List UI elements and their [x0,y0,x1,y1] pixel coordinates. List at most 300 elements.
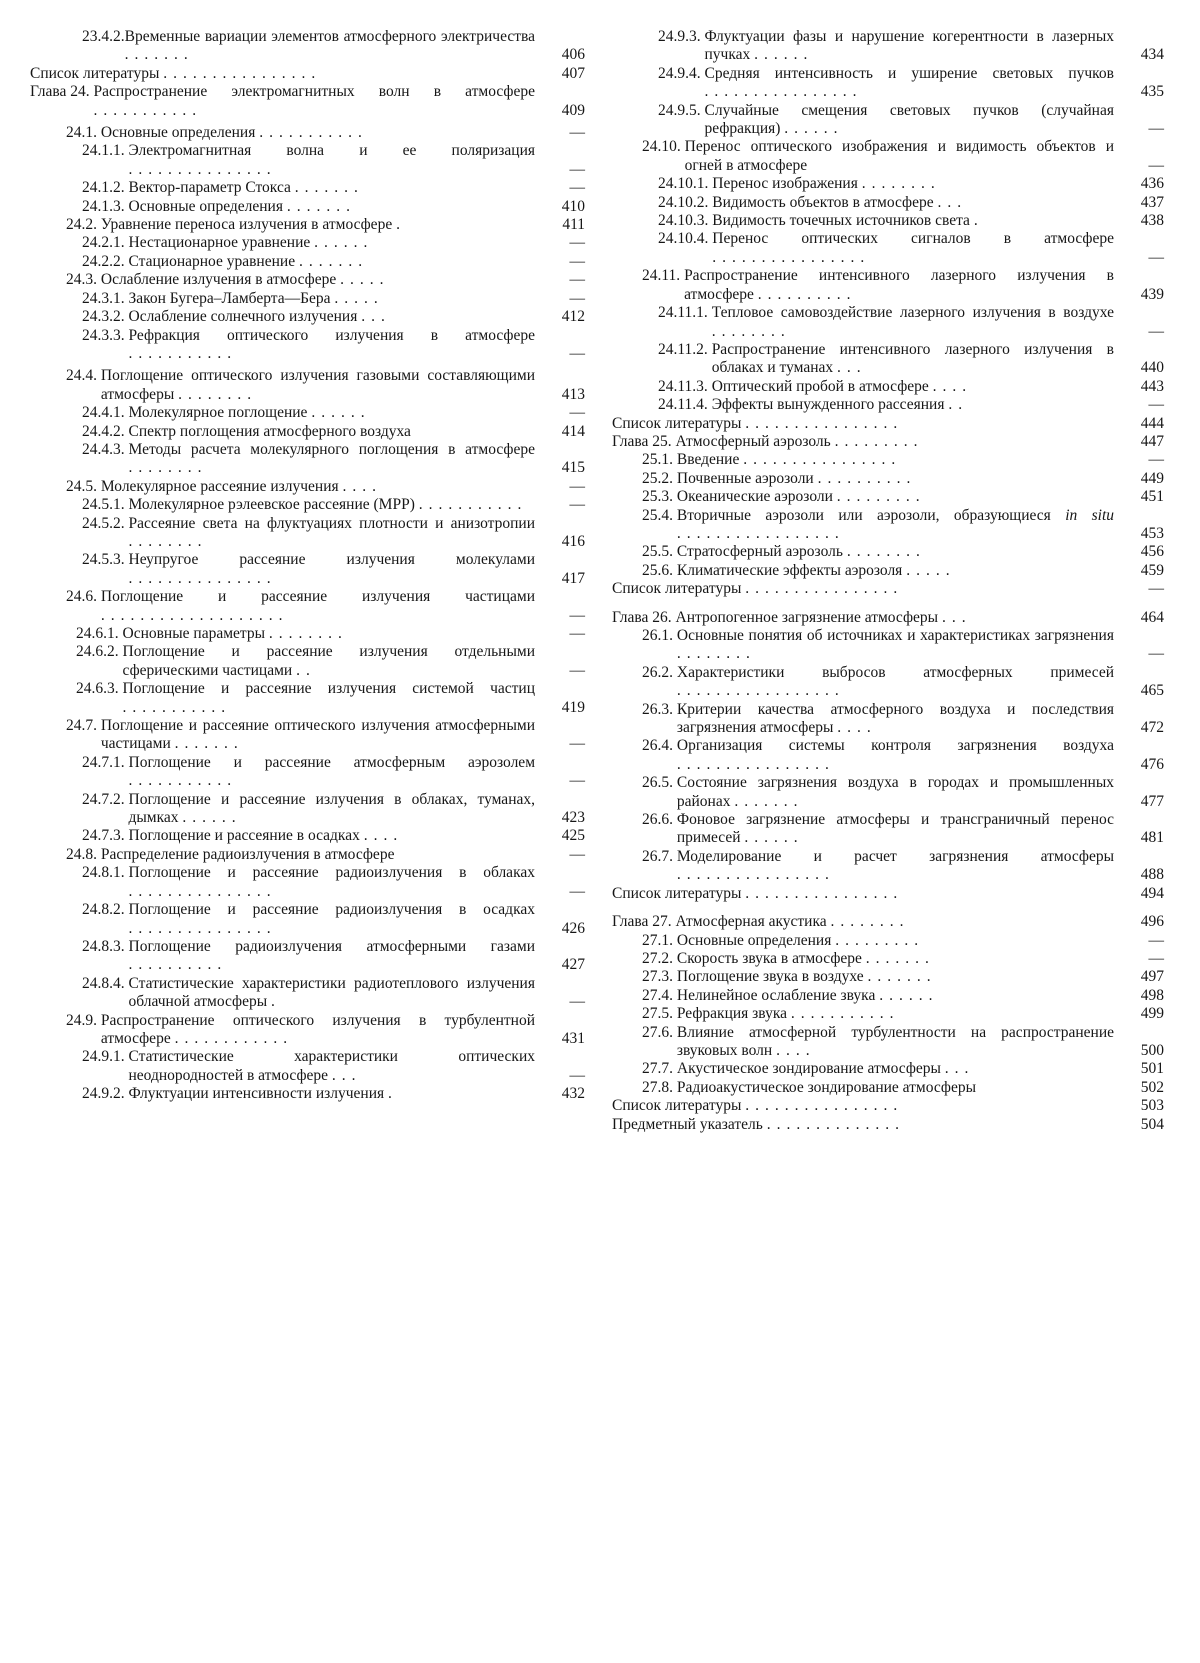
toc-entry-text [30,717,535,754]
toc-entry-title: Список литературы ................ [30,65,535,83]
toc-dot-leader: .... [933,378,973,396]
toc-entry-page: — [535,345,585,363]
toc-entry-title: Ослабление солнечного излучения ... [129,308,536,326]
toc-dot-leader: ........ [712,323,791,341]
toc-entry-text [612,415,1114,433]
toc-entry-title: Перенос оптических сигналов в атмосфере ................ [712,230,1114,267]
toc-entry-page: 434 [1114,46,1164,64]
toc-entry-page: — [1114,451,1164,469]
toc-entry-title: Оптический пробой в атмосфере .... [712,378,1114,396]
toc-entry [30,515,585,552]
toc-entry-number: 24.9.5. [658,102,705,139]
toc-dot-leader: ................ [745,1097,903,1115]
toc-entry-number: 27.7. [642,1060,677,1078]
toc-entry-text [612,230,1114,267]
toc-entry-page: — [535,253,585,271]
toc-entry-number: 24.7. [66,717,101,754]
toc-entry-text [30,588,535,625]
toc-entry-number: 24.2.1. [82,234,129,252]
toc-dot-leader: ................ [705,83,863,101]
toc-entry-page: 472 [1114,719,1164,737]
toc-dot-leader: ........... [259,124,368,142]
toc-entry [612,194,1164,212]
toc-dot-leader: . [388,1085,398,1103]
toc-entry-page: 415 [535,459,585,477]
toc-entry-number: 24.11.4. [658,396,712,414]
toc-entry-text [30,290,535,308]
toc-dot-leader: ................ [712,249,870,267]
toc-entry-number: 24.9.4. [658,65,705,102]
toc-entry-page: 407 [535,65,585,83]
toc-entry-text [612,950,1114,968]
toc-dot-leader: .... [343,478,383,496]
toc-entry-title: Стратосферный аэрозоль ........ [677,543,1114,561]
toc-entry-page: — [535,607,585,625]
toc-entry-number: 24.8.1. [82,864,129,901]
toc-entry-number: 24.10.4. [658,230,712,267]
toc-entry [30,478,585,496]
toc-dot-leader: ........... [129,772,238,790]
toc-entry-title: Климатические эффекты аэрозоля ..... [677,562,1114,580]
toc-entry-text [30,308,535,326]
toc-entry-title: Поглощение и рассеяние радиоизлучения в облаках ............... [129,864,536,901]
toc-entry-title: Влияние атмосферной турбулентности на распространение звуковых волн .... [677,1024,1114,1061]
toc-entry-text [612,609,1114,627]
toc-dot-leader: . [974,212,984,230]
toc-entry-text [30,680,535,717]
toc-entry-number: 25.5. [642,543,677,561]
toc-entry [612,433,1164,451]
toc-column-left [30,28,585,1104]
toc-entry-text [612,28,1114,65]
toc-entry-page: — [1114,120,1164,138]
toc-entry-number: 24.1. [66,124,101,142]
toc-entry-number: 24.5.1. [82,496,129,514]
toc-entry-title: Поглощение и рассеяние излучения системой частиц ........... [123,680,536,717]
toc-entry [30,290,585,308]
toc-dot-leader: ........ [269,625,348,643]
toc-entry [612,451,1164,469]
toc-dot-leader: .... [364,827,404,845]
toc-entry-title: Радиоакустическое зондирование атмосферы [677,1079,1114,1097]
toc-dot-leader: ................ [677,866,835,884]
toc-entry-number: 27.4. [642,987,677,1005]
toc-entry [612,102,1164,139]
toc-entry-number: 24.10.3. [658,212,712,230]
toc-dot-leader: ....... [295,179,364,197]
toc-entry [612,950,1164,968]
toc-entry-page: — [1114,157,1164,175]
toc-entry-title: Список литературы ................ [612,885,1114,903]
toc-entry [612,562,1164,580]
toc-dot-leader: ................... [101,607,289,625]
toc-entry-title: Поглощение и рассеяние излучения отдельными сферическими частицами .. [123,643,536,680]
toc-entry-page: 423 [535,809,585,827]
toc-entry-title: Вектор-параметр Стокса ....... [129,179,536,197]
toc-entry-title: Вторичные аэрозоли или аэрозоли, образующиеся in situ ................. [677,507,1114,544]
toc-dot-leader: ................ [743,451,901,469]
toc-entry-title: Океанические аэрозоли ......... [677,488,1114,506]
toc-entry-number: 24.11.3. [658,378,712,396]
toc-entry [30,643,585,680]
toc-entry-page: 477 [1114,793,1164,811]
toc-dot-leader: ....... [866,950,935,968]
toc-entry-page: — [535,883,585,901]
toc-entry-page: — [535,478,585,496]
toc-entry-text [30,1085,535,1103]
toc-dot-leader: ........ [677,645,756,663]
toc-entry-number: Глава 26. [612,609,676,627]
toc-entry-page: — [535,124,585,142]
toc-entry-italic: in situ [1065,507,1114,524]
toc-entry [612,28,1164,65]
toc-entry-page: — [1114,932,1164,950]
toc-entry-page: — [535,846,585,864]
toc-entry-text [612,913,1114,931]
toc-entry-page: 416 [535,533,585,551]
toc-entry [30,441,585,478]
toc-entry-title: Закон Бугера–Ламберта—Бера ..... [129,290,536,308]
toc-entry-title: Поглощение и рассеяние радиоизлучения в осадках ............... [129,901,536,938]
toc-entry-title: Видимость объектов в атмосфере ... [712,194,1114,212]
toc-entry [30,938,585,975]
toc-dot-leader: ... [332,1067,362,1085]
toc-entry-text [612,1060,1114,1078]
toc-entry-number: 24.1.3. [82,198,129,216]
toc-entry [30,142,585,179]
toc-entry-number: 24.3.1. [82,290,129,308]
toc-dot-leader: ........ [129,533,208,551]
toc-entry-text [30,124,535,142]
toc-entry-text [612,65,1114,102]
toc-entry [30,680,585,717]
toc-entry [612,627,1164,664]
toc-dot-leader: .......... [818,470,917,488]
toc-dot-leader: .......... [758,286,857,304]
toc-entry-number: Глава 24. [30,83,94,120]
toc-entry-text [30,367,535,404]
toc-entry-text [30,441,535,478]
toc-entry-number: 24.7.1. [82,754,129,791]
toc-entry-page: — [1114,950,1164,968]
toc-entry [30,253,585,271]
toc-dot-leader: ........... [123,699,232,717]
toc-dot-leader: ....... [734,793,803,811]
toc-entry-text [612,664,1114,701]
toc-entry-number: 26.3. [642,701,677,738]
toc-entry [612,701,1164,738]
toc-dot-leader: ................ [163,65,321,83]
toc-entry [30,308,585,326]
toc-entry-number: 24.6. [66,588,101,625]
toc-entry-text [30,65,535,83]
toc-entry-number: 24.4.1. [82,404,129,422]
toc-entry-text [612,396,1114,414]
toc-dot-leader: ............... [129,920,277,938]
toc-dot-leader: ................ [745,580,903,598]
toc-entry-number: 24.1.1. [82,142,129,179]
toc-entry-page: 503 [1114,1097,1164,1115]
toc-entry-page: 419 [535,699,585,717]
toc-entry-number: 24.8.2. [82,901,129,938]
toc-entry-number: 24.6.3. [76,680,123,717]
toc-entry [612,913,1164,931]
toc-entry-page: 496 [1114,913,1164,931]
toc-entry-text [612,562,1114,580]
toc-entry-text [30,179,535,197]
toc-dot-leader: ....... [175,735,244,753]
toc-entry-title: Введение ................ [677,451,1114,469]
toc-entry-title: Распространение оптического излучения в турбулентной атмосфере ............ [101,1012,535,1049]
toc-entry-text [612,304,1114,341]
toc-entry-title: Рефракция оптического излучения в атмосфере ........... [129,327,536,364]
toc-entry-page: 504 [1114,1116,1164,1134]
toc-entry [30,124,585,142]
toc-entry-title: Неупругое рассеяние излучения молекулами ............... [129,551,536,588]
toc-entry [30,28,585,65]
toc-entry-title: Нестационарное уравнение ...... [129,234,536,252]
toc-entry-text [612,580,1114,598]
toc-dot-leader: ...... [754,46,813,64]
toc-entry-page: — [535,234,585,252]
toc-entry-number: 25.1. [642,451,677,469]
toc-entry-page: 453 [1114,525,1164,543]
toc-entry-text [30,198,535,216]
toc-entry-number: 26.6. [642,811,677,848]
toc-entry-text [612,987,1114,1005]
toc-entry-text [612,1079,1114,1097]
toc-entry [612,1079,1164,1097]
toc-entry [30,83,585,120]
toc-dot-leader: ...... [784,120,843,138]
toc-dot-leader: ....... [125,46,194,64]
toc-entry-title: Поглощение звука в воздухе ....... [677,968,1114,986]
toc-entry-text [612,433,1114,451]
toc-entry-title: Акустическое зондирование атмосферы ... [677,1060,1114,1078]
toc-entry-title: Молекулярное поглощение ...... [129,404,536,422]
toc-entry-title: Методы расчета молекулярного поглощения в атмосфере ........ [129,441,536,478]
toc-entry-title: Поглощение и рассеяние оптического излучения атмосферными частицами ....... [101,717,535,754]
toc-entry [30,846,585,864]
toc-entry-page: 499 [1114,1005,1164,1023]
toc-entry-number: 24.5.3. [82,551,129,588]
toc-dot-leader: ...... [314,234,373,252]
toc-entry-number: 24.9.3. [658,28,705,65]
toc-entry-number: 24.7.3. [82,827,129,845]
toc-dot-leader: ...... [311,404,370,422]
toc-entry-title: Молекулярное рассеяние излучения .... [101,478,535,496]
toc-entry [612,1097,1164,1115]
toc-dot-leader: ......... [835,433,924,451]
toc-entry [612,507,1164,544]
toc-entry-number: 24.10. [642,138,685,175]
toc-entry [612,212,1164,230]
toc-entry [30,179,585,197]
toc-entry [30,551,585,588]
toc-entry-title: Почвенные аэрозоли .......... [677,470,1114,488]
toc-entry-page: 488 [1114,866,1164,884]
toc-entry-number: 24.9. [66,1012,101,1049]
toc-dot-leader: .......... [129,956,228,974]
toc-entry [612,664,1164,701]
toc-entry-number: 24.9.1. [82,1048,129,1085]
toc-dot-leader: ..... [906,562,955,580]
toc-entry-text [30,253,535,271]
toc-entry-title: Основные параметры ........ [123,625,536,643]
toc-entry-number: 24.5. [66,478,101,496]
toc-entry-number: 27.8. [642,1079,677,1097]
toc-entry-page: 414 [535,423,585,441]
toc-entry [612,885,1164,903]
toc-entry-text [612,488,1114,506]
toc-entry-text [612,968,1114,986]
toc-entry-page: 500 [1114,1042,1164,1060]
toc-entry-text [612,811,1114,848]
toc-entry-page: 406 [535,46,585,64]
toc-entry-text [30,643,535,680]
toc-entry-number: 24.3. [66,271,101,289]
toc-entry-text [30,625,535,643]
toc-entry-page: 447 [1114,433,1164,451]
toc-entry-title: Характеристики выбросов атмосферных примесей ................. [677,664,1114,701]
toc-entry-number: 24.8.3. [82,938,129,975]
toc-entry [30,1085,585,1103]
toc-dot-leader: ..... [340,271,389,289]
toc-entry-page: 409 [535,102,585,120]
toc-entry-text [30,83,535,120]
toc-entry-page: 439 [1114,286,1164,304]
toc-entry-number: 26.7. [642,848,677,885]
toc-entry-text [30,901,535,938]
toc-entry-title: Поглощение и рассеяние излучения частицами ................... [101,588,535,625]
toc-entry [612,580,1164,598]
toc-entry-number: 23.4.2. [82,28,125,65]
toc-entry-text [30,975,535,1012]
toc-dot-leader: ........... [419,496,528,514]
toc-entry [30,864,585,901]
toc-entry [30,234,585,252]
toc-entry-title: Распространение интенсивного лазерного излучения в облаках и туманах ... [712,341,1114,378]
toc-entry-page: 498 [1114,987,1164,1005]
toc-entry-title: Атмосферный аэрозоль ......... [676,433,1114,451]
toc-entry-page: 426 [535,920,585,938]
toc-entry-title: Распространение интенсивного лазерного излучения в атмосфере .......... [684,267,1114,304]
toc-entry-title: Распределение радиоизлучения в атмосфере [101,846,535,864]
toc-entry-page: 425 [535,827,585,845]
toc-entry [612,987,1164,1005]
toc-entry [612,138,1164,175]
toc-entry [612,1116,1164,1134]
toc-entry-page: 451 [1114,488,1164,506]
toc-entry-title: Временные вариации элементов атмосферного электричества ....... [125,28,535,65]
toc-entry-title: Спектр поглощения атмосферного воздуха [129,423,536,441]
toc-entry-title: Флуктуации интенсивности излучения . [129,1085,536,1103]
toc-entry-text [30,938,535,975]
toc-entry-title: Список литературы ................ [612,415,1114,433]
toc-entry [612,378,1164,396]
toc-dot-leader: ............... [129,161,277,179]
toc-entry-number: 27.6. [642,1024,677,1061]
toc-entry-text [30,216,535,234]
toc-dot-leader: ........... [94,102,203,120]
toc-entry-number: 24.11.1. [658,304,712,341]
toc-entry-text [30,28,535,65]
toc-entry-text [30,846,535,864]
toc-entry [30,327,585,364]
toc-entry [30,271,585,289]
toc-dot-leader: ............ [175,1030,294,1048]
toc-dot-leader: ........... [791,1005,900,1023]
toc-entry [30,65,585,83]
toc-dot-leader: .... [837,719,877,737]
toc-entry-title: Основные понятия об источниках и характеристиках загрязнения ........ [677,627,1114,664]
toc-entry-page: — [1114,396,1164,414]
toc-entry-title: Поглощение оптического излучения газовыми составляющими атмосферы ........ [101,367,535,404]
toc-entry-title: Критерии качества атмосферного воздуха и последствия загрязнения атмосферы .... [677,701,1114,738]
toc-entry-number: 24.4.2. [82,423,129,441]
toc-entry-text [612,543,1114,561]
toc-entry [612,341,1164,378]
toc-entry-page: 497 [1114,968,1164,986]
toc-entry-page: 410 [535,198,585,216]
toc-entry [612,230,1164,267]
toc-entry-page: 440 [1114,359,1164,377]
toc-entry-number: 26.5. [642,774,677,811]
toc-entry-number: 24.5.2. [82,515,129,552]
toc-entry-number: 25.6. [642,562,677,580]
toc-dot-leader: ... [937,194,967,212]
toc-entry-number: 24.7.2. [82,791,129,828]
toc-entry [30,216,585,234]
toc-entry-title: Фоновое загрязнение атмосферы и трансграничный перенос примесей ...... [677,811,1114,848]
toc-entry [612,737,1164,774]
toc-entry [612,774,1164,811]
toc-entry-text [612,848,1114,885]
toc-entry-page: — [535,271,585,289]
toc-entry-title: Перенос изображения ........ [712,175,1114,193]
toc-entry-text [30,423,535,441]
toc-entry-title: Нелинейное ослабление звука ...... [677,987,1114,1005]
toc-dot-leader: ...... [879,987,938,1005]
toc-entry-page: — [535,625,585,643]
toc-entry [612,470,1164,488]
toc-dot-leader: ............... [129,883,277,901]
toc-column-right [612,28,1164,1134]
toc-dot-leader: ................ [677,756,835,774]
toc-entry [30,496,585,514]
toc-entry-text [612,627,1114,664]
toc-entry [30,1012,585,1049]
toc-entry-title: Электромагнитная волна и ее поляризация ............... [129,142,536,179]
toc-entry-text [612,774,1114,811]
toc-dot-leader: .. [948,396,968,414]
toc-entry-number: 27.1. [642,932,677,950]
toc-entry-text [30,1048,535,1085]
toc-entry-page: 436 [1114,175,1164,193]
toc-entry [612,609,1164,627]
toc-entry-title: Список литературы ................ [612,1097,1114,1115]
toc-dot-leader: . [396,216,406,234]
toc-dot-leader: ................ [745,415,903,433]
toc-entry [30,901,585,938]
toc-entry [612,1005,1164,1023]
toc-entry [612,543,1164,561]
toc-entry [30,1048,585,1085]
toc-entry-text [612,1005,1114,1023]
toc-dot-leader: ................ [745,885,903,903]
toc-entry-text [30,234,535,252]
toc-entry-text [30,142,535,179]
